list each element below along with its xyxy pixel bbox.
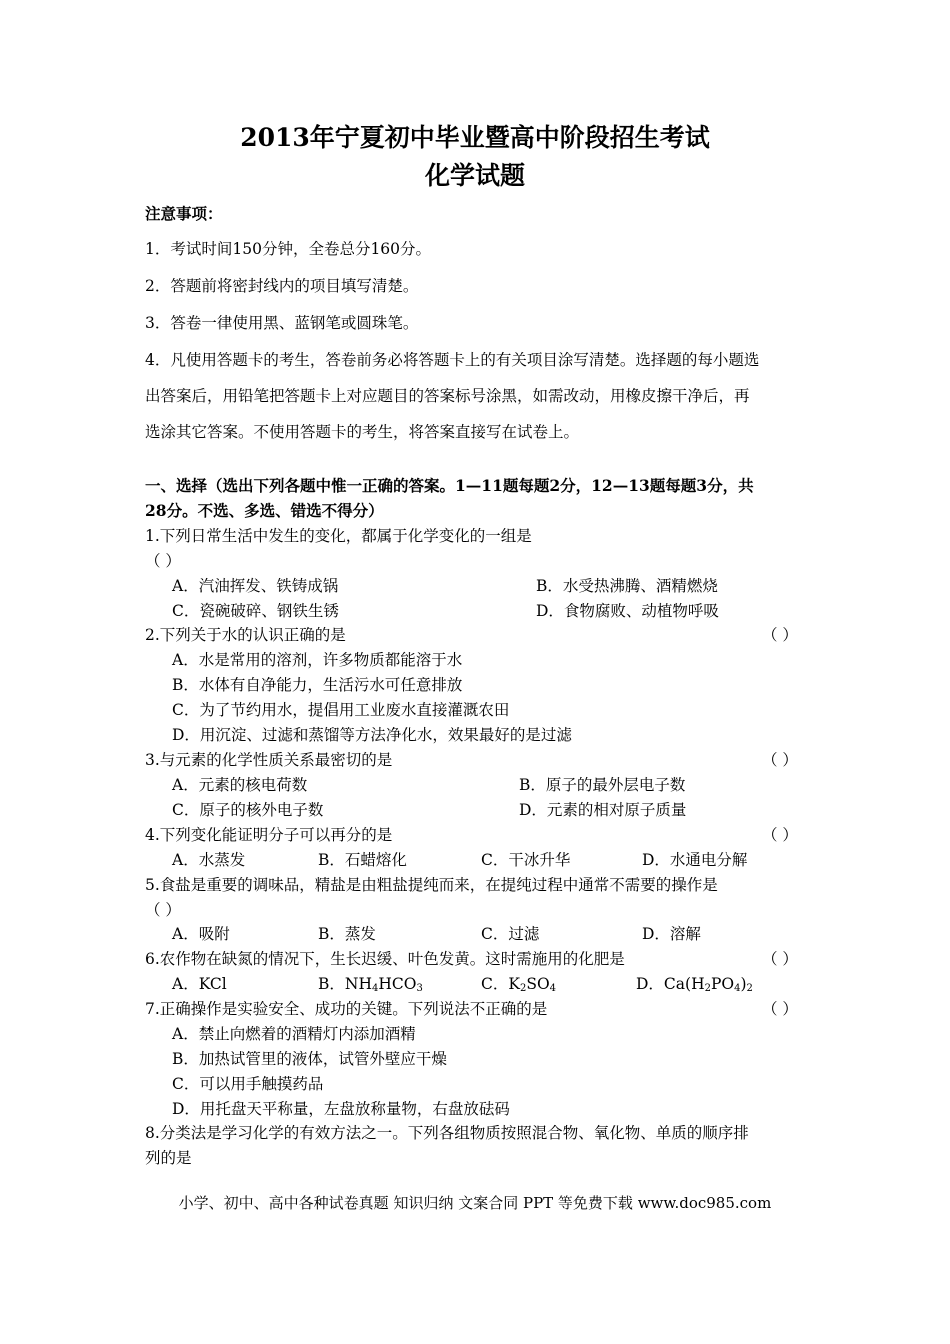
question-1-stem: 1.下列日常生活中发生的变化，都属于化学变化的一组是: [145, 527, 532, 545]
notice-item-1: 1．考试时间150分钟，全卷总分160分。: [145, 240, 432, 258]
notice-item-4: 4．凡使用答题卡的考生，答卷前务必将答题卡上的有关项目涂写清楚。选择题的每小题选: [145, 351, 760, 369]
exam-subtitle: 化学试题: [424, 161, 525, 190]
notice-item-3: 3．答卷一律使用黑、蓝钢笔或圆珠笔。: [145, 314, 419, 332]
q2-option-c: C．为了节约用水，提倡用工业废水直接灌溉农田: [172, 701, 510, 719]
q2-option-a: A．水是常用的溶剂，许多物质都能溶于水: [172, 651, 463, 669]
q1-option-b: B．水受热沸腾、酒精燃烧: [536, 577, 718, 595]
q3-option-d: D．元素的相对原子质量: [519, 801, 687, 819]
notice-item-4-cont2: 选涂其它答案。不使用答题卡的考生，将答案直接写在试卷上。: [145, 423, 580, 441]
question-6-stem: 6.农作物在缺氮的情况下，生长迟缓、叶色发黄。这时需施用的化肥是: [145, 950, 625, 968]
q4-option-d: D．水通电分解: [642, 851, 748, 869]
q2-option-d: D．用沉淀、过滤和蒸馏等方法净化水，效果最好的是过滤: [172, 726, 572, 744]
question-4-stem: 4.下列变化能证明分子可以再分的是: [145, 826, 393, 844]
q1-option-c: C．瓷碗破碎、钢铁生锈: [172, 602, 339, 620]
question-7-stem: 7.正确操作是实验安全、成功的关键。下列说法不正确的是: [145, 1000, 548, 1018]
exam-title: 2013年宁夏初中毕业暨高中阶段招生考试: [240, 123, 710, 152]
q5-option-b: B．蒸发: [318, 925, 376, 943]
q7-option-a: A．禁止向燃着的酒精灯内添加酒精: [172, 1025, 416, 1043]
answer-bracket: （ ）: [145, 552, 181, 570]
answer-bracket: （ ）: [762, 751, 798, 769]
q6-option-c: C．$K_2SO_4$: [481, 975, 557, 994]
q6-option-d: D．$Ca(H_2PO_4)_2$: [636, 975, 753, 994]
question-3-stem: 3.与元素的化学性质关系最密切的是: [145, 751, 393, 769]
q6-option-b: B．$NH_4HCO_3$: [318, 975, 423, 994]
q5-option-a: A．吸附: [172, 925, 230, 943]
q6-option-a: A．KCl: [172, 975, 227, 993]
q3-option-a: A．元素的核电荷数: [172, 776, 308, 794]
q1-option-a: A．汽油挥发、铁铸成锅: [172, 577, 339, 595]
page-footer: 小学、初中、高中各种试卷真题 知识归纳 文案合同 PPT 等免费下载 www.doc985.com: [178, 1194, 772, 1212]
q4-option-c: C．干冰升华: [481, 851, 571, 869]
question-8-stem: 8.分类法是学习化学的有效方法之一。下列各组物质按照混合物、氧化物、单质的顺序排: [145, 1124, 749, 1142]
notice-heading: 注意事项：: [145, 204, 223, 223]
q5-option-d: D．溶解: [642, 925, 701, 943]
q4-option-a: A．水蒸发: [172, 851, 246, 869]
q3-option-c: C．原子的核外电子数: [172, 801, 324, 819]
question-8-stem-cont: 列的是: [145, 1149, 192, 1167]
answer-bracket: （ ）: [762, 626, 798, 644]
q5-option-c: C．过滤: [481, 925, 540, 943]
question-5-stem: 5.食盐是重要的调味品，精盐是由粗盐提纯而来，在提纯过程中通常不需要的操作是: [145, 876, 718, 894]
answer-bracket: （ ）: [762, 826, 798, 844]
notice-item-4-cont: 出答案后，用铅笔把答题卡上对应题目的答案标号涂黑，如需改动，用橡皮擦干净后，再: [145, 387, 750, 405]
answer-bracket: （ ）: [762, 950, 798, 968]
section-heading-cont: 28分。不选、多选、错选不得分）: [145, 501, 384, 520]
q3-option-b: B．原子的最外层电子数: [519, 776, 686, 794]
q2-option-b: B．水体有自净能力，生活污水可任意排放: [172, 676, 463, 694]
notice-item-2: 2．答题前将密封线内的项目填写清楚。: [145, 277, 419, 295]
section-heading: 一、选择（选出下列各题中惟一正确的答案。1—11题每题2分，12—13题每题3分，共: [145, 476, 754, 495]
q1-option-d: D．食物腐败、动植物呼吸: [536, 602, 719, 620]
question-2-stem: 2.下列关于水的认识正确的是: [145, 626, 346, 644]
q4-option-b: B．石蜡熔化: [318, 851, 407, 869]
answer-bracket: （ ）: [145, 901, 181, 919]
q7-option-d: D．用托盘天平称量，左盘放称量物，右盘放砝码: [172, 1100, 510, 1118]
q7-option-b: B．加热试管里的液体，试管外壁应干燥: [172, 1050, 447, 1068]
answer-bracket: （ ）: [762, 1000, 798, 1018]
q7-option-c: C．可以用手触摸药品: [172, 1075, 324, 1093]
